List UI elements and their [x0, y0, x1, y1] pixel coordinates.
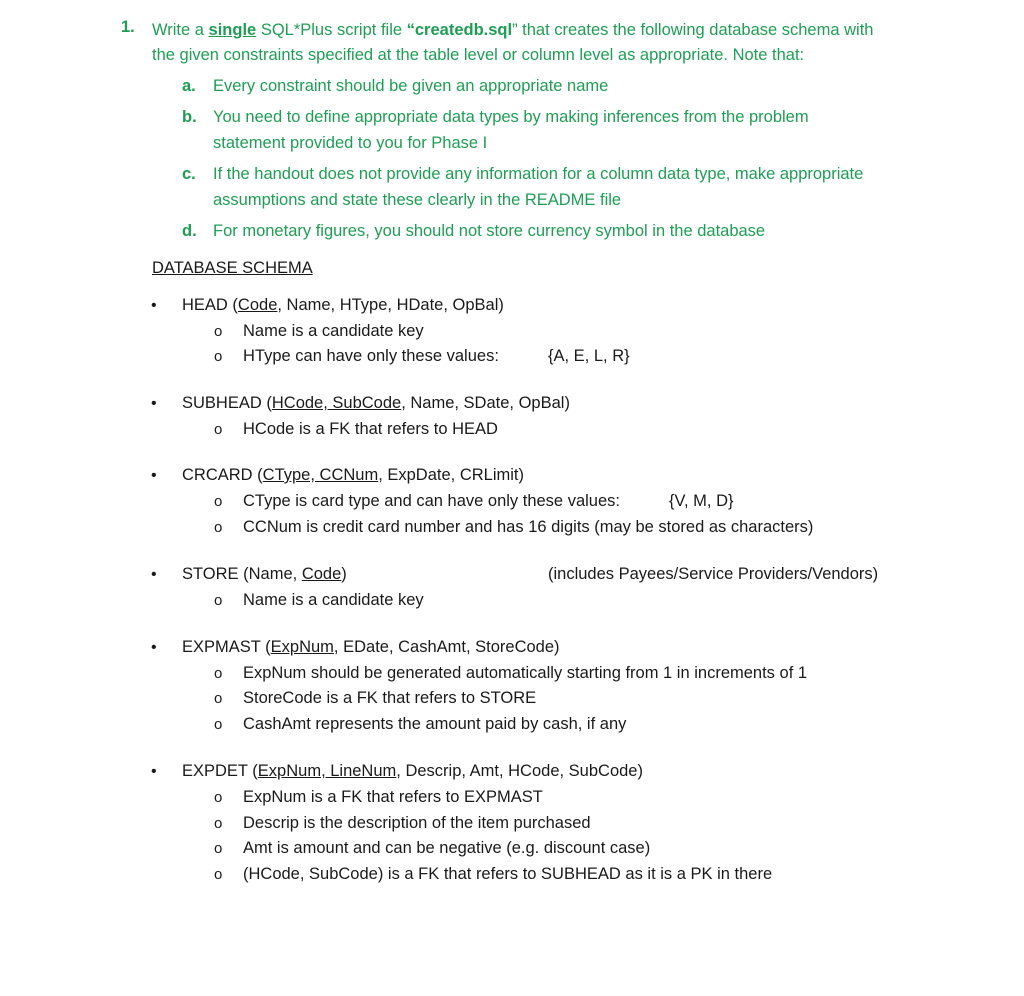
bullet-icon: • [151, 566, 157, 583]
bullet-icon: • [151, 467, 157, 484]
bullet-icon: • [151, 639, 157, 656]
circle-bullet-icon: o [214, 323, 223, 340]
schema-heading: DATABASE SCHEMA [152, 259, 313, 277]
expmast-note-2: StoreCode is a FK that refers to STORE [243, 689, 537, 707]
subhead-note-1: HCode is a FK that refers to HEAD [243, 420, 498, 438]
note-d-line1: For monetary figures, you should not store currency symbol in the database [213, 222, 766, 240]
primary-key: ExpNum, LineNum [257, 762, 397, 780]
question-text-line2: the given constraints specified at the table level or column level as appropriate. Note that: [152, 46, 805, 64]
note-letter-a: a. [182, 77, 196, 95]
note-c-line2: assumptions and state these clearly in the README file [213, 191, 622, 209]
question-number: 1. [121, 18, 135, 36]
note-letter-b: b. [182, 108, 197, 126]
primary-key: Code [237, 296, 278, 314]
primary-key: CType, CCNum [262, 466, 379, 484]
bullet-icon: • [151, 395, 157, 412]
circle-bullet-icon: o [214, 493, 223, 510]
table-head-definition: HEAD (Code, Name, HType, HDate, OpBal) [182, 296, 504, 314]
expdet-note-1: ExpNum is a FK that refers to EXPMAST [243, 788, 543, 806]
note-letter-c: c. [182, 165, 196, 183]
circle-bullet-icon: o [214, 665, 223, 682]
expmast-note-3: CashAmt represents the amount paid by cash, if any [243, 715, 627, 733]
expmast-note-1: ExpNum should be generated automatically starting from 1 in increments of 1 [243, 664, 808, 682]
store-note-1: Name is a candidate key [243, 591, 424, 609]
expdet-note-2: Descrip is the description of the item purchased [243, 814, 591, 832]
bullet-icon: • [151, 297, 157, 314]
primary-key: Code [301, 565, 342, 583]
circle-bullet-icon: o [214, 840, 223, 857]
circle-bullet-icon: o [214, 519, 223, 536]
question-text-line1: Write a single SQL*Plus script file “createdb.sql” that creates the following database schema with [152, 21, 874, 39]
circle-bullet-icon: o [214, 690, 223, 707]
bullet-icon: • [151, 763, 157, 780]
store-side-note: (includes Payees/Service Providers/Vendors) [548, 565, 879, 583]
circle-bullet-icon: o [214, 789, 223, 806]
crcard-allowed-values: {V, M, D} [669, 492, 734, 510]
crcard-note-1: CType is card type and can have only these values: [243, 492, 620, 510]
primary-key: HCode, SubCode [271, 394, 402, 412]
note-b-line2: statement provided to you for Phase I [213, 134, 488, 152]
note-c-line1: If the handout does not provide any information for a column data type, make appropriate [213, 165, 864, 183]
note-b-line1: You need to define appropriate data types by making inferences from the problem [213, 108, 809, 126]
table-subhead-definition: SUBHEAD (HCode, SubCode, Name, SDate, OpBal) [182, 394, 570, 412]
primary-key: ExpNum [270, 638, 334, 656]
expdet-note-3: Amt is amount and can be negative (e.g. discount case) [243, 839, 651, 857]
circle-bullet-icon: o [214, 716, 223, 733]
circle-bullet-icon: o [214, 348, 223, 365]
circle-bullet-icon: o [214, 421, 223, 438]
emphasis-single: single [208, 21, 257, 39]
head-note-1: Name is a candidate key [243, 322, 424, 340]
note-a-line1: Every constraint should be given an appropriate name [213, 77, 609, 95]
filename: “createdb.sql [406, 21, 513, 39]
expdet-note-4: (HCode, SubCode) is a FK that refers to SUBHEAD as it is a PK in there [243, 865, 773, 883]
table-store-definition: STORE (Name, Code) [182, 565, 347, 583]
table-expdet-definition: EXPDET (ExpNum, LineNum, Descrip, Amt, HCode, SubCode) [182, 762, 643, 780]
note-letter-d: d. [182, 222, 197, 240]
table-crcard-definition: CRCARD (CType, CCNum, ExpDate, CRLimit) [182, 466, 524, 484]
circle-bullet-icon: o [214, 815, 223, 832]
circle-bullet-icon: o [214, 592, 223, 609]
head-allowed-values: {A, E, L, R} [548, 347, 630, 365]
circle-bullet-icon: o [214, 866, 223, 883]
head-note-2: HType can have only these values: [243, 347, 499, 365]
crcard-note-2: CCNum is credit card number and has 16 digits (may be stored as characters) [243, 518, 814, 536]
table-expmast-definition: EXPMAST (ExpNum, EDate, CashAmt, StoreCode) [182, 638, 560, 656]
